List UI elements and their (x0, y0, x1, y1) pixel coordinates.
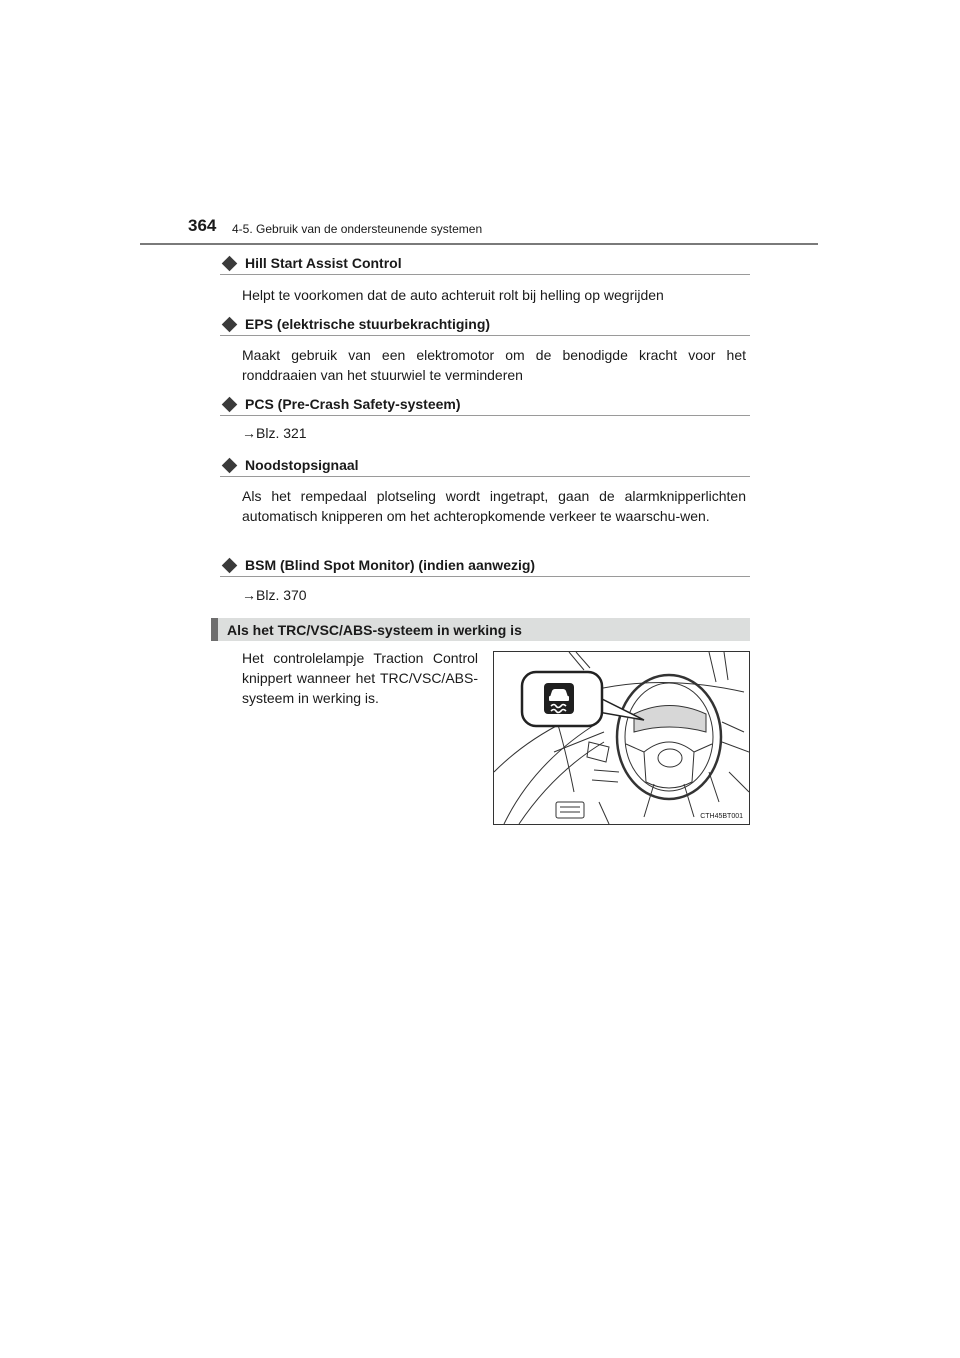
subsection-title: Hill Start Assist Control (245, 255, 402, 271)
diamond-bullet-icon (222, 396, 238, 412)
figure-code: CTH45BT001 (700, 813, 743, 820)
diamond-bullet-icon (222, 255, 238, 271)
subsection-title: BSM (Blind Spot Monitor) (indien aanwezig) (245, 557, 536, 573)
subsection-title: EPS (elektrische stuurbekrachtiging) (245, 316, 491, 332)
subsection-title: PCS (Pre-Crash Safety-systeem) (245, 396, 461, 412)
subsection-text: Helpt te voorkomen dat de auto achteruit rolt bij helling op wegrijden (242, 287, 664, 303)
header-rule (140, 243, 818, 245)
subsection-heading-pcs (220, 393, 750, 416)
subsection-heading-noodstop (220, 454, 750, 477)
subsection-title: Noodstopsignaal (245, 457, 359, 473)
subsection-text: Als het rempedaal plotseling wordt ingetrapt, gaan de alarmknipperlichten automatisch knipperen om het achteropkomende verkeer te waarschu-wen. (242, 488, 746, 524)
diamond-bullet-icon (222, 557, 238, 573)
dashboard-illustration (493, 651, 750, 825)
diamond-bullet-icon (222, 316, 238, 332)
subsection-heading-hill-start (220, 252, 750, 275)
section-banner (211, 618, 750, 641)
section-banner-title: Als het TRC/VSC/ABS-systeem in werking is (227, 621, 522, 638)
dashboard-drawing (494, 652, 749, 824)
traction-control-indicator-icon (544, 683, 574, 714)
subsection-heading-eps (220, 313, 750, 336)
page-number: 364 (188, 216, 217, 235)
subsection-heading-bsm (220, 554, 750, 577)
section-text: Het controlelampje Traction Control knippert wanneer het TRC/VSC/ABS-systeem in werking is. (242, 650, 478, 706)
page-reference-link[interactable]: →Blz. 370 (242, 587, 307, 603)
subsection-text: Maakt gebruik van een elektromotor om de benodigde kracht voor het ronddraaien van het stuurwiel te verminderen (242, 347, 746, 383)
diamond-bullet-icon (222, 457, 238, 473)
page-reference-link[interactable]: →Blz. 321 (242, 425, 307, 441)
section-header: 4-5. Gebruik van de ondersteunende systemen (232, 222, 483, 236)
